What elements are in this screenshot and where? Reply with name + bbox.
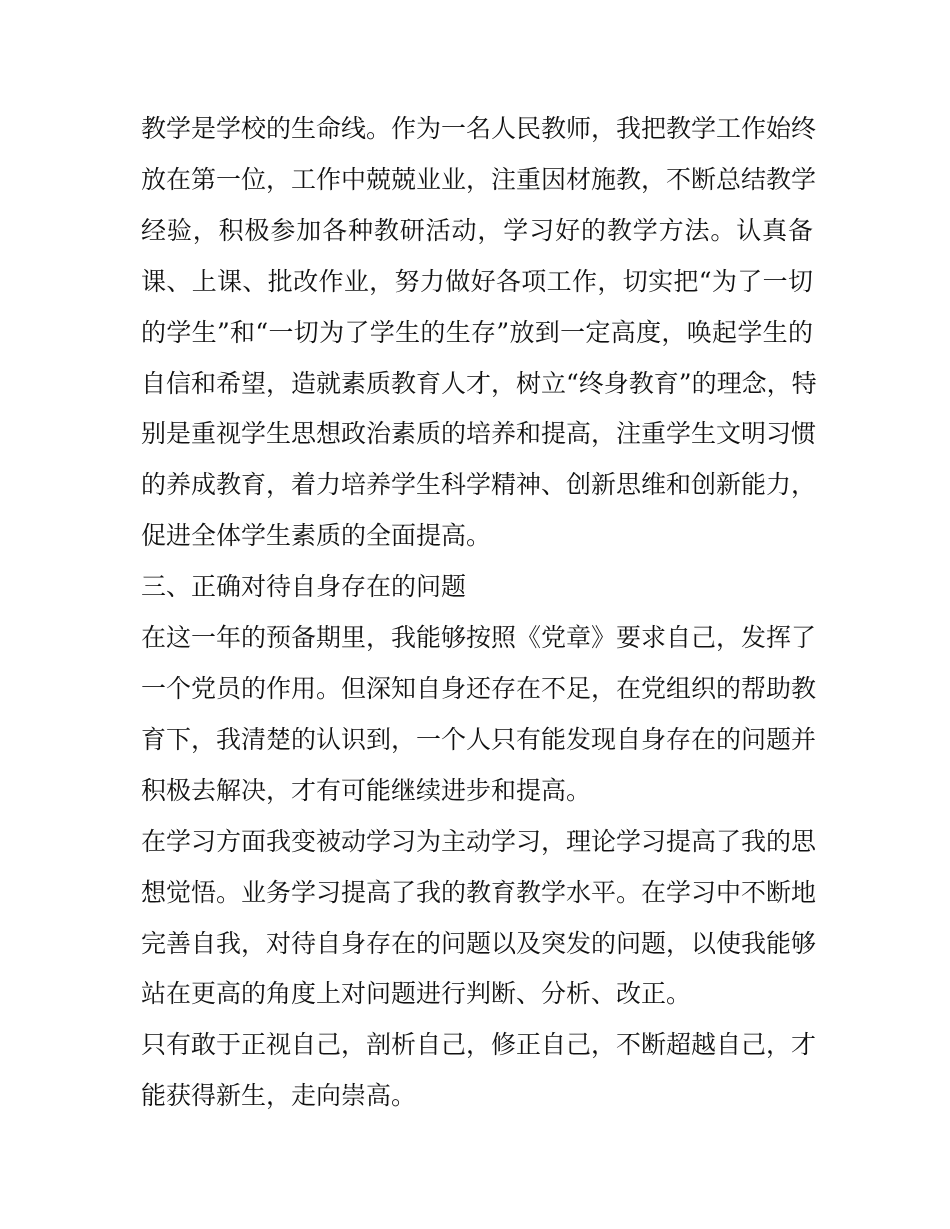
text-line: 的养成教育，着力培养学生科学精神、创新思维和创新能力， [141, 470, 817, 500]
text-line: 自信和希望，造就素质教育人才，树立“终身教育”的理念，特 [141, 368, 817, 398]
text-line: 课、上课、批改作业，努力做好各项工作，切实把“为了一切 [141, 266, 813, 296]
text-line: 想觉悟。业务学习提高了我的教育教学水平。在学习中不断地 [141, 877, 817, 907]
text-line: 放在第一位，工作中兢兢业业，注重因材施教，不断总结教学 [141, 164, 817, 194]
paragraph-conclusion [141, 1020, 817, 1122]
text-line: 在这一年的预备期里，我能够按照《党章》要求自己，发挥了 [141, 623, 817, 653]
text-line: 教学是学校的生命线。作为一名人民教师，我把教学工作始终 [141, 114, 817, 143]
paragraph-study [141, 817, 817, 1021]
text-line: 在学习方面我变被动学习为主动学习，理论学习提高了我的思 [141, 826, 817, 856]
text-line: 积极去解决，才有可能继续进步和提高。 [141, 775, 592, 805]
paragraph-teaching [141, 104, 817, 562]
section-heading [141, 562, 813, 613]
text-line: 能获得新生，走向崇高。 [141, 1081, 417, 1111]
text-line: 育下，我清楚的认识到，一个人只有能发现自身存在的问题并 [141, 724, 817, 754]
text-line: 的学生”和“一切为了学生的生存”放到一定高度，唤起学生的 [141, 317, 813, 347]
text-line: 完善自我，对待自身存在的问题以及突发的问题，以使我能够 [141, 928, 817, 958]
heading-text: 三、正确对待自身存在的问题 [141, 572, 467, 602]
text-line: 只有敢于正视自己，剖析自己，修正自己，不断超越自己，才 [141, 1030, 817, 1060]
text-line: 促进全体学生素质的全面提高。 [141, 521, 492, 551]
text-line: 经验，积极参加各种教研活动，学习好的教学方法。认真备 [141, 215, 813, 245]
text-line: 一个党员的作用。但深知自身还存在不足，在党组织的帮助教 [141, 673, 817, 703]
text-line: 别是重视学生思想政治素质的培养和提高，注重学生文明习惯 [141, 419, 817, 449]
text-line: 站在更高的角度上对问题进行判断、分析、改正。 [141, 979, 692, 1009]
paragraph-probation [141, 613, 817, 817]
document-body [141, 104, 817, 1122]
